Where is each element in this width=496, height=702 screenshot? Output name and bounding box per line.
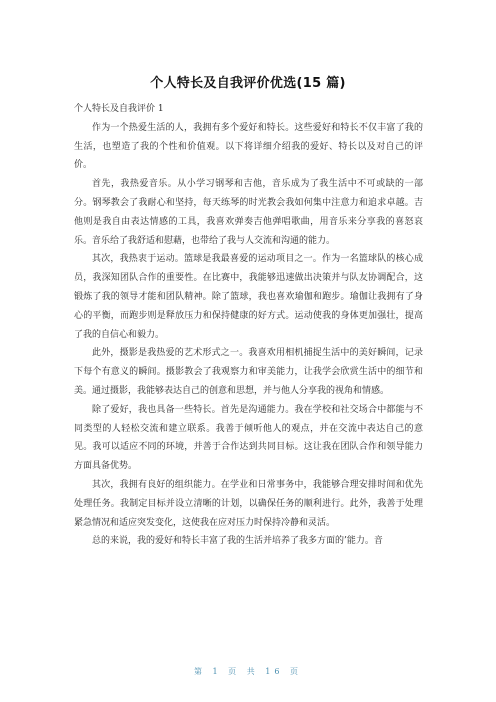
document-title: 个人特长及自我评价优选(15 篇) — [150, 76, 346, 91]
paragraph-communication: 除了爱好，我也具备一些特长。首先是沟通能力。我在学校和社交场合中都能与不同类型的人轻松交流和建立联系。我善于倾听他人的观点，并在交流中表达自己的意见。我可以适应不同的环境，并善于合作达到共同目标。这让我在团队合作和领导能力方面具备优势。 — [74, 404, 423, 472]
page-footer: 第 1 页 共 16 页 — [194, 667, 302, 676]
paragraph-sports: 其次，我热衷于运动。篮球是我最喜爱的运动项目之一。作为一名篮球队的核心成员，我深知团队合作的重要性。在比赛中，我能够迅速做出决策并与队友协调配合，这锻炼了我的领导才能和团队精神。除了篮球，我也喜欢瑜伽和跑步。瑜伽让我拥有了身心的平衡，而跑步则是释放压力和保持健康的好方式。运动使我的身体更加强壮，提高了我的自信心和毅力。 — [74, 254, 423, 340]
paragraph-music: 首先，我热爱音乐。从小学习钢琴和吉他，音乐成为了我生活中不可或缺的一部分。钢琴教会了我耐心和坚持，每天练琴的时光教会我如何集中注意力和追求卓越。吉他则是我自由表达情感的工具，我喜欢弹奏吉他弹唱歌曲，用音乐来分享我的喜怒哀乐。音乐给了我舒适和慰藉，也带给了我与人交流和沟通的能力。 — [74, 179, 423, 246]
document-body — [74, 100, 423, 551]
paragraph-intro: 作为一个热爱生活的人，我拥有多个爱好和特长。这些爱好和特长不仅丰富了我的生活，也塑造了我的个性和价值观。以下将详细介绍我的爱好、特长以及对自己的评价。 — [74, 122, 423, 171]
paragraph-organization: 其次，我拥有良好的组织能力。在学业和日常事务中，我能够合理安排时间和优先处理任务。我制定目标并设立清晰的计划，以确保任务的顺利进行。此外，我善于处理紧急情况和适应突发变化，这使我在应对压力时保持冷静和灵活。 — [74, 479, 423, 528]
section-heading: 个人特长及自我评价 1 — [74, 104, 164, 114]
paragraph-photography: 此外，摄影是我热爱的艺术形式之一。我喜欢用相机捕捉生活中的美好瞬间，记录下每个有意义的瞬间。摄影教会了我观察力和审美能力，让我学会欣赏生活中的细节和美。通过摄影，我能够表达自己的创意和思想，并与他人分享我的视角和情感。 — [74, 348, 423, 396]
paragraph-summary: 总的来说，我的爱好和特长丰富了我的生活并培养了我多方面的’能力。音 — [92, 536, 383, 547]
